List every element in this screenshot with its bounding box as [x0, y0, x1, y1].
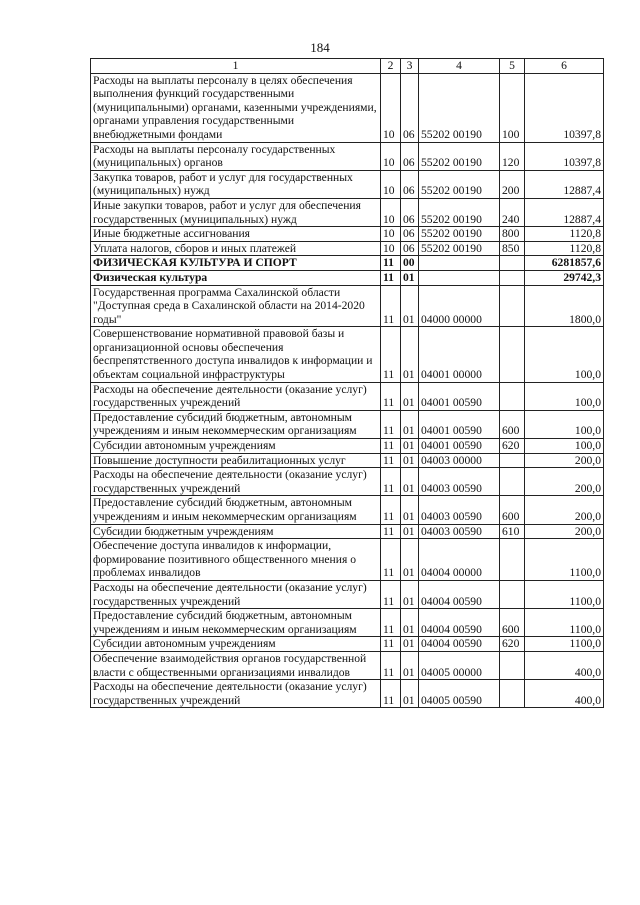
section-code: 11: [381, 496, 401, 524]
expense-type-code: [500, 270, 525, 285]
table-row: [91, 539, 604, 581]
table-row: [91, 651, 604, 679]
subsection-code: 01: [401, 327, 419, 382]
table-row: [91, 142, 604, 170]
amount: 200,0: [525, 524, 604, 539]
expense-type-code: 200: [500, 170, 525, 198]
subsection-code: 06: [401, 170, 419, 198]
amount: 29742,3: [525, 270, 604, 285]
section-code: 10: [381, 170, 401, 198]
target-article-code: 04001 00590: [419, 439, 500, 454]
row-description: ФИЗИЧЕСКАЯ КУЛЬТУРА И СПОРТ: [91, 256, 381, 271]
row-description: Закупка товаров, работ и услуг для государственных (муниципальных) нужд: [91, 170, 381, 198]
section-code: 11: [381, 410, 401, 438]
subsection-code: 00: [401, 256, 419, 271]
table-row: [91, 241, 604, 256]
target-article-code: 55202 00190: [419, 170, 500, 198]
amount: 1120,8: [525, 227, 604, 242]
row-description: Иные закупки товаров, работ и услуг для обеспечения государственных (муниципальных) нужд: [91, 198, 381, 226]
row-description: Иные бюджетные ассигнования: [91, 227, 381, 242]
amount: 12887,4: [525, 198, 604, 226]
expense-type-code: [500, 468, 525, 496]
target-article-code: 04004 00000: [419, 539, 500, 581]
section-code: 11: [381, 524, 401, 539]
target-article-code: 04003 00590: [419, 496, 500, 524]
amount: 400,0: [525, 680, 604, 708]
section-code: 10: [381, 241, 401, 256]
row-description: Предоставление субсидий бюджетным, автономным учреждениям и иным некоммерческим организациям: [91, 410, 381, 438]
amount: 10397,8: [525, 73, 604, 142]
table-row: [91, 524, 604, 539]
table-row: [91, 580, 604, 608]
subsection-code: 01: [401, 382, 419, 410]
section-code: 11: [381, 609, 401, 637]
table-row: [91, 227, 604, 242]
subsection-code: 01: [401, 410, 419, 438]
table-row: [91, 198, 604, 226]
amount: 200,0: [525, 453, 604, 468]
column-header: 6: [525, 59, 604, 74]
table-row: [91, 453, 604, 468]
page-number: 184: [310, 40, 330, 55]
table-row: [91, 680, 604, 708]
subsection-code: 01: [401, 680, 419, 708]
row-description: Обеспечение взаимодействия органов государственной власти с общественными организациями инвалидов: [91, 651, 381, 679]
section-code: 11: [381, 539, 401, 581]
row-description: Повышение доступности реабилитационных услуг: [91, 453, 381, 468]
expense-type-code: 100: [500, 73, 525, 142]
row-description: Расходы на обеспечение деятельности (оказание услуг) государственных учреждений: [91, 580, 381, 608]
target-article-code: 55202 00190: [419, 198, 500, 226]
target-article-code: 04004 00590: [419, 637, 500, 652]
table-row: [91, 285, 604, 327]
table-row: [91, 468, 604, 496]
expense-type-code: [500, 382, 525, 410]
amount: 100,0: [525, 410, 604, 438]
target-article-code: 04004 00590: [419, 609, 500, 637]
column-header: 5: [500, 59, 525, 74]
row-description: Расходы на выплаты персоналу в целях обеспечения выполнения функций государственными (муниципальными) органами, казенными учреждениями, органами управления государственными внебюджетными фондами: [91, 73, 381, 142]
target-article-code: 55202 00190: [419, 73, 500, 142]
subsection-code: 01: [401, 637, 419, 652]
amount: 6281857,6: [525, 256, 604, 271]
section-code: 10: [381, 198, 401, 226]
amount: 1100,0: [525, 580, 604, 608]
target-article-code: 04004 00590: [419, 580, 500, 608]
row-description: Расходы на обеспечение деятельности (оказание услуг) государственных учреждений: [91, 680, 381, 708]
section-code: 11: [381, 651, 401, 679]
expense-type-code: [500, 285, 525, 327]
row-description: Расходы на обеспечение деятельности (оказание услуг) государственных учреждений: [91, 468, 381, 496]
expense-type-code: 610: [500, 524, 525, 539]
subsection-code: 06: [401, 227, 419, 242]
subsection-code: 01: [401, 651, 419, 679]
section-code: 11: [381, 327, 401, 382]
subsection-code: 01: [401, 453, 419, 468]
section-code: 11: [381, 468, 401, 496]
row-description: Расходы на выплаты персоналу государственных (муниципальных) органов: [91, 142, 381, 170]
row-description: Субсидии бюджетным учреждениям: [91, 524, 381, 539]
expense-type-code: [500, 327, 525, 382]
target-article-code: 04003 00590: [419, 468, 500, 496]
subsection-code: 01: [401, 468, 419, 496]
section-code: 11: [381, 580, 401, 608]
target-article-code: [419, 270, 500, 285]
expense-type-code: [500, 256, 525, 271]
subsection-code: 01: [401, 496, 419, 524]
table-row: [91, 410, 604, 438]
row-description: Субсидии автономным учреждениям: [91, 637, 381, 652]
expense-type-code: 850: [500, 241, 525, 256]
amount: 200,0: [525, 468, 604, 496]
subsection-code: 01: [401, 609, 419, 637]
target-article-code: 55202 00190: [419, 227, 500, 242]
column-header: 4: [419, 59, 500, 74]
amount: 1800,0: [525, 285, 604, 327]
table-row: [91, 256, 604, 271]
section-code: 11: [381, 453, 401, 468]
expense-type-code: [500, 680, 525, 708]
column-header: 3: [401, 59, 419, 74]
expense-type-code: [500, 539, 525, 581]
target-article-code: 04005 00000: [419, 651, 500, 679]
row-description: Обеспечение доступа инвалидов к информации, формирование позитивного общественного мнения о проблемах инвалидов: [91, 539, 381, 581]
table-header-row: [91, 59, 604, 74]
table-row: [91, 327, 604, 382]
subsection-code: 06: [401, 198, 419, 226]
target-article-code: 55202 00190: [419, 241, 500, 256]
expense-type-code: 600: [500, 496, 525, 524]
subsection-code: 01: [401, 580, 419, 608]
subsection-code: 01: [401, 285, 419, 327]
section-code: 11: [381, 382, 401, 410]
subsection-code: 01: [401, 270, 419, 285]
expense-type-code: 600: [500, 410, 525, 438]
expense-type-code: 120: [500, 142, 525, 170]
row-description: Субсидии автономным учреждениям: [91, 439, 381, 454]
target-article-code: 04003 00590: [419, 524, 500, 539]
subsection-code: 01: [401, 439, 419, 454]
target-article-code: 04001 00590: [419, 410, 500, 438]
row-description: Совершенствование нормативной правовой базы и организационной основы обеспечения беспрепятственного доступа инвалидов к информации и объектам социальной инфраструктуры: [91, 327, 381, 382]
row-description: Физическая культура: [91, 270, 381, 285]
expense-type-code: 620: [500, 439, 525, 454]
target-article-code: [419, 256, 500, 271]
row-description: Уплата налогов, сборов и иных платежей: [91, 241, 381, 256]
section-code: 11: [381, 439, 401, 454]
budget-table: [90, 58, 604, 708]
amount: 1100,0: [525, 637, 604, 652]
section-code: 11: [381, 256, 401, 271]
row-description: Предоставление субсидий бюджетным, автономным учреждениям и иным некоммерческим организациям: [91, 496, 381, 524]
amount: 12887,4: [525, 170, 604, 198]
row-description: Расходы на обеспечение деятельности (оказание услуг) государственных учреждений: [91, 382, 381, 410]
section-code: 11: [381, 285, 401, 327]
subsection-code: 06: [401, 241, 419, 256]
target-article-code: 04003 00000: [419, 453, 500, 468]
subsection-code: 06: [401, 73, 419, 142]
amount: 1100,0: [525, 539, 604, 581]
amount: 10397,8: [525, 142, 604, 170]
amount: 1120,8: [525, 241, 604, 256]
subsection-code: 01: [401, 539, 419, 581]
section-code: 11: [381, 270, 401, 285]
target-article-code: 04001 00590: [419, 382, 500, 410]
table-row: [91, 496, 604, 524]
table-row: [91, 637, 604, 652]
table-row: [91, 609, 604, 637]
amount: 400,0: [525, 651, 604, 679]
column-header: 1: [91, 59, 381, 74]
expense-type-code: 600: [500, 609, 525, 637]
table-row: [91, 382, 604, 410]
target-article-code: 04000 00000: [419, 285, 500, 327]
subsection-code: 06: [401, 142, 419, 170]
section-code: 10: [381, 227, 401, 242]
column-header: 2: [381, 59, 401, 74]
target-article-code: 04001 00000: [419, 327, 500, 382]
section-code: 10: [381, 142, 401, 170]
expense-type-code: [500, 453, 525, 468]
section-code: 11: [381, 680, 401, 708]
amount: 1100,0: [525, 609, 604, 637]
table-row: [91, 73, 604, 142]
expense-type-code: 620: [500, 637, 525, 652]
amount: 100,0: [525, 382, 604, 410]
row-description: Предоставление субсидий бюджетным, автономным учреждениям и иным некоммерческим организациям: [91, 609, 381, 637]
expense-type-code: 240: [500, 198, 525, 226]
target-article-code: 04005 00590: [419, 680, 500, 708]
target-article-code: 55202 00190: [419, 142, 500, 170]
table-row: [91, 439, 604, 454]
expense-type-code: [500, 580, 525, 608]
subsection-code: 01: [401, 524, 419, 539]
row-description: Государственная программа Сахалинской области "Доступная среда в Сахалинской области на 2014-2020 годы": [91, 285, 381, 327]
table-body: [91, 73, 604, 708]
table-row: [91, 170, 604, 198]
section-code: 11: [381, 637, 401, 652]
expense-type-code: [500, 651, 525, 679]
section-code: 10: [381, 73, 401, 142]
amount: 100,0: [525, 439, 604, 454]
amount: 100,0: [525, 327, 604, 382]
expense-type-code: 800: [500, 227, 525, 242]
table-row: [91, 270, 604, 285]
amount: 200,0: [525, 496, 604, 524]
